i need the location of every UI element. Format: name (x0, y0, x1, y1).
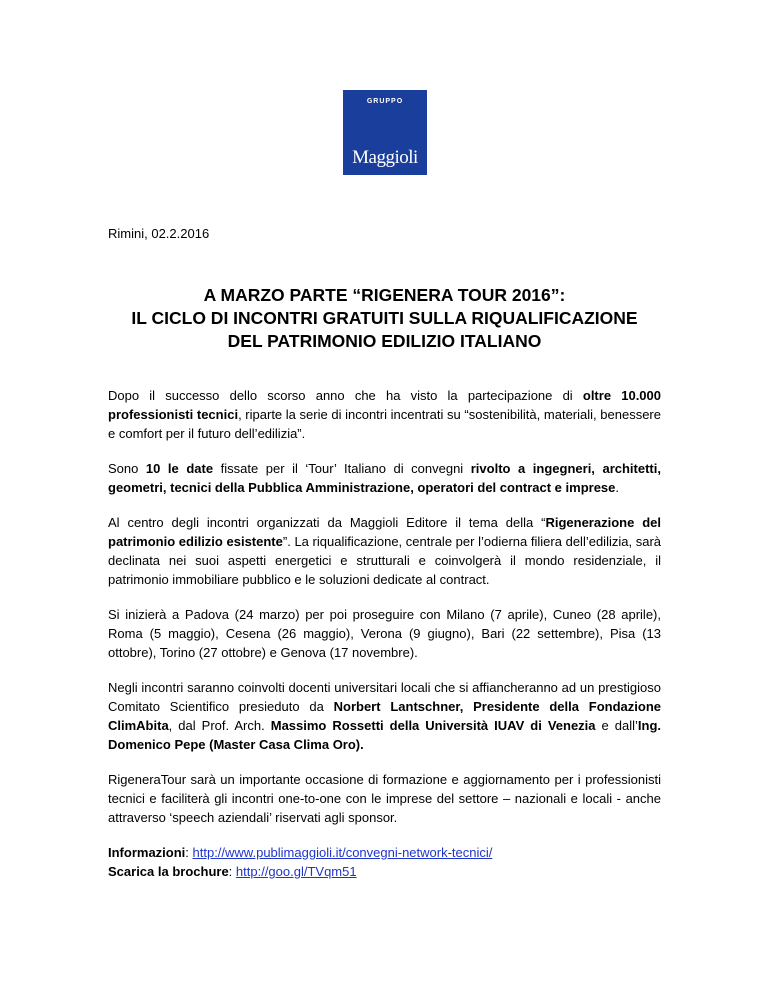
text: . (615, 480, 620, 495)
paragraph-cities: Si inizierà a Padova (24 marzo) per poi proseguire con Milano (7 aprile), Cuneo (28 aprile), Roma (5 maggio), Cesena (26 maggio), Verona (9 giugno), Bari (22 settembre), Pisa (13 ottobre), Torino (27 ottobre) e Genova (17 novembre). (108, 607, 661, 660)
text: ”. La riqualificazione, centrale per l’odierna filiera dell’edilizia, sarà declinata nei suoi aspetti energetici e strutturali e coinvolgerà il mondo residenziale, il patrimonio immobiliare pubblico e le soluzioni dedicate al contract. (108, 534, 662, 587)
paragraph-committee (108, 678, 661, 754)
maggioli-logo (343, 90, 427, 175)
highlight-text: 10 le date (145, 461, 214, 476)
brochure-link[interactable]: http://goo.gl/TVqm51 (235, 864, 357, 879)
text: , dal Prof. Arch. (168, 718, 271, 733)
paragraph-links (108, 843, 661, 881)
text: e dall’ (595, 718, 638, 733)
highlight-text: Rigenerazione del patrimonio edilizio esistente (108, 515, 661, 549)
text: Al centro degli incontri organizzati da Maggioli Editore il tema della “ (108, 515, 546, 530)
text: Dopo il successo dello scorso anno che ha visto la partecipazione di (108, 388, 583, 403)
highlight-text: Norbert Lantschner, Presidente della Fondazione ClimAbita (108, 699, 661, 733)
title-line-1: A MARZO PARTE “RIGENERA TOUR 2016”: (203, 285, 566, 305)
document-title (108, 284, 661, 353)
highlight-text: Massimo Rossetti della Università IUAV di Venezia (270, 718, 596, 733)
paragraph-intro (108, 386, 661, 443)
title-line-3: DEL PATRIMONIO EDILIZIO ITALIANO (227, 331, 542, 351)
separator: : (185, 845, 193, 860)
paragraph-dates (108, 459, 661, 497)
text: Sono (108, 461, 146, 476)
document-date: Rimini, 02.2.2016 (108, 226, 210, 241)
brochure-label: Scarica la brochure (108, 864, 229, 879)
info-label: Informazioni (108, 845, 186, 860)
text: Negli incontri saranno coinvolti docenti universitari locali che si affiancheranno ad un prestigioso Comitato Scientifico presieduto da (108, 680, 661, 714)
logo-brand-text: Maggioli (352, 147, 418, 168)
text: fissate per il ‘Tour’ Italiano di convegni (213, 461, 471, 476)
logo-group-text: GRUPPO (366, 98, 404, 105)
separator: : (228, 864, 236, 879)
highlight-text: rivolto a ingegneri, architetti, geometri, tecnici della Pubblica Amministrazione, operatori del contract e imprese (108, 461, 661, 495)
paragraph-theme (108, 513, 661, 589)
title-line-2: IL CICLO DI INCONTRI GRATUITI SULLA RIQUALIFICAZIONE (131, 308, 638, 328)
highlight-text: Ing. Domenico Pepe (Master Casa Clima Oro). (108, 718, 661, 752)
paragraph-opportunity: RigeneraTour sarà un importante occasione di formazione e aggiornamento per i professionisti tecnici e faciliterà gli incontri one-to-one con le imprese del settore – nazionali e locali - anche attraverso ‘speech aziendali’ riservati agli sponsor. (108, 772, 661, 825)
text: , riparte la serie di incontri incentrati su “sostenibilità, materiali, benessere e comfort per il futuro dell’edilizia”. (108, 407, 661, 441)
document-body (108, 386, 661, 897)
info-link[interactable]: http://www.publimaggioli.it/convegni-network-tecnici/ (192, 845, 493, 860)
highlight-text: oltre 10.000 professionisti tecnici (108, 388, 661, 422)
